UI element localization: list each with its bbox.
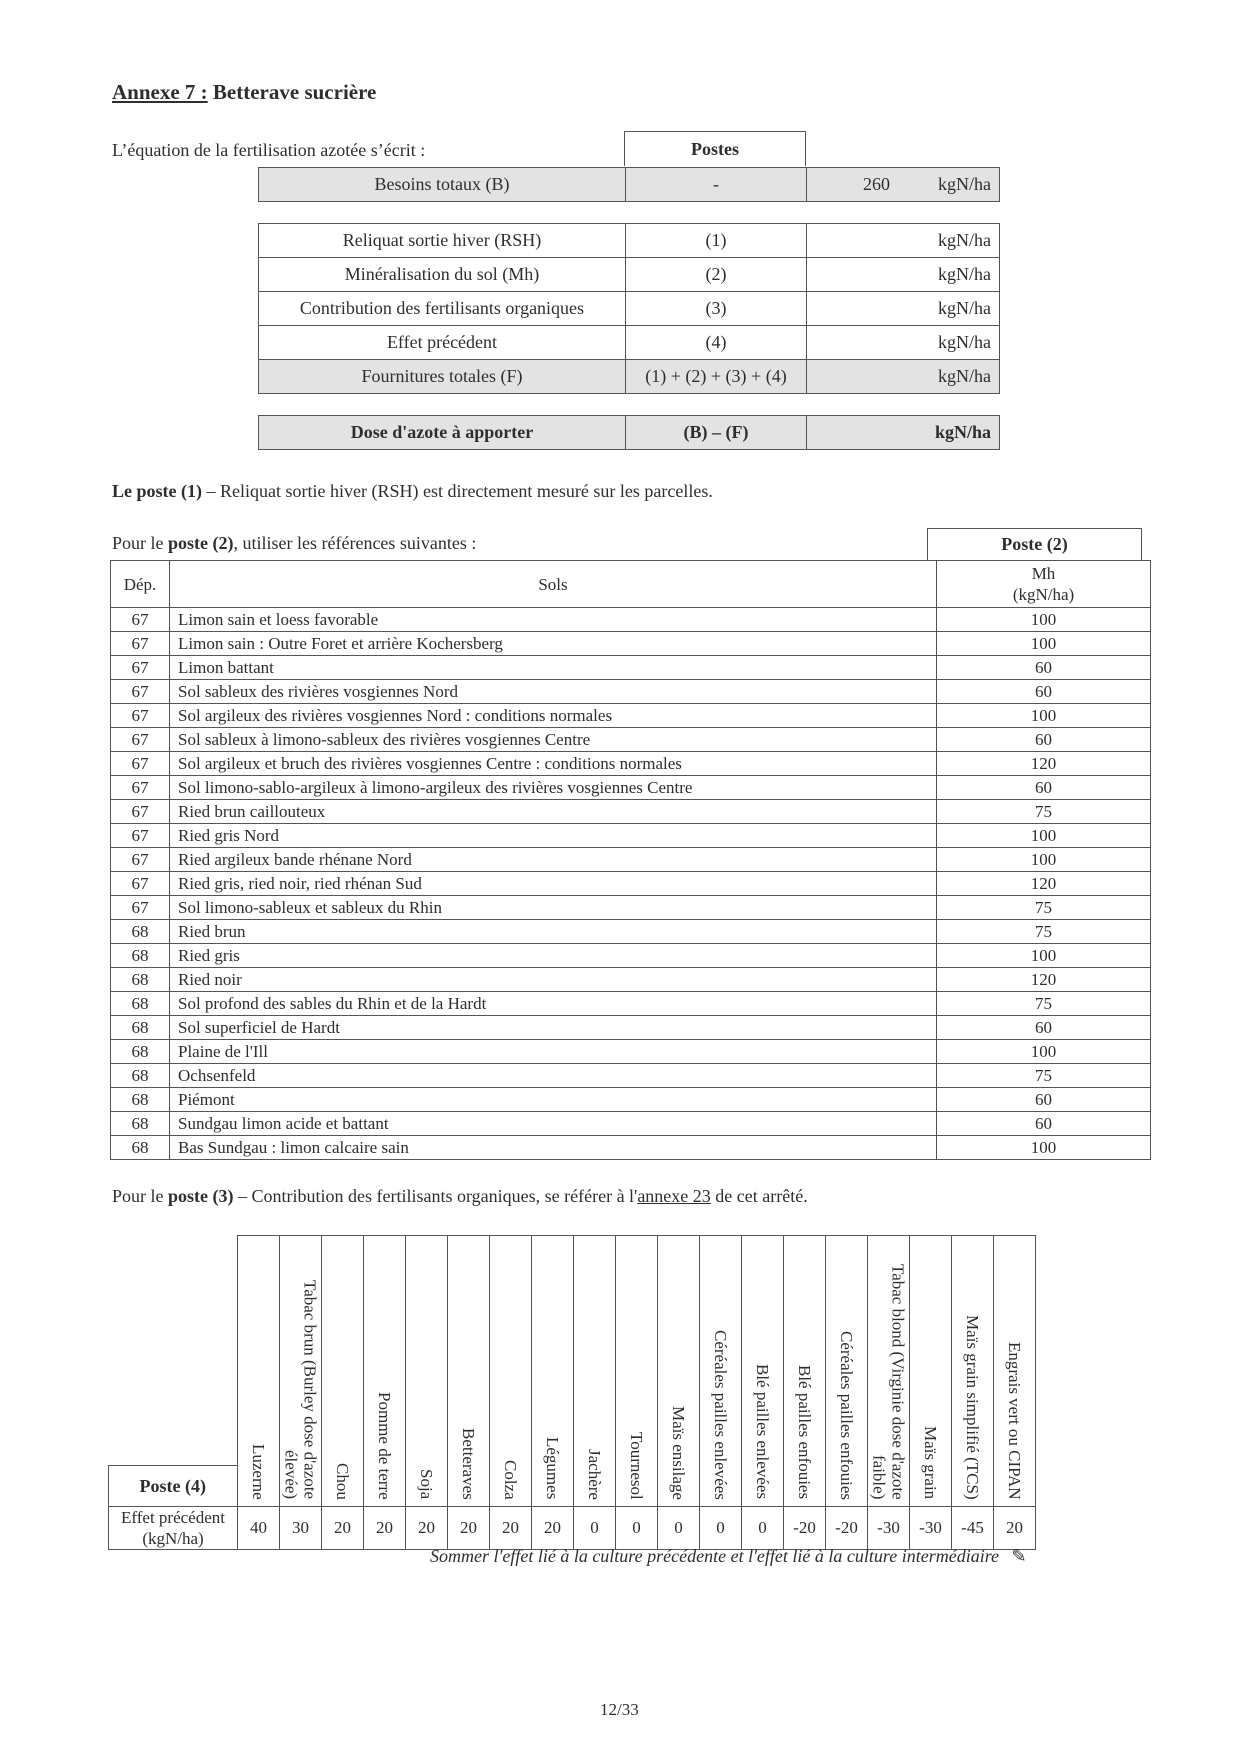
crop-value: 0 bbox=[700, 1506, 742, 1549]
crop-header bbox=[910, 1236, 952, 1507]
soil-mh: 100 bbox=[937, 848, 1151, 872]
fourniture-label: Reliquat sortie hiver (RSH) bbox=[259, 224, 626, 258]
soil-name: Sol profond des sables du Rhin et de la Hardt bbox=[170, 992, 937, 1016]
fournitures-total-unit: kgN/ha bbox=[938, 366, 991, 386]
crop-header bbox=[280, 1236, 322, 1507]
soil-row bbox=[111, 920, 1151, 944]
fournitures-total-row bbox=[259, 360, 1000, 394]
soil-dep: 67 bbox=[111, 800, 170, 824]
crop-value: 30 bbox=[280, 1506, 322, 1549]
soil-name: Sol sableux à limono-sableux des rivières vosgiennes Centre bbox=[170, 728, 937, 752]
soil-name: Ried noir bbox=[170, 968, 937, 992]
crop-name: Blé pailles enfouies bbox=[795, 1365, 814, 1500]
soil-name: Limon battant bbox=[170, 656, 937, 680]
footnote bbox=[430, 1546, 1027, 1567]
soil-row bbox=[111, 656, 1151, 680]
crop-value: -30 bbox=[910, 1506, 952, 1549]
soil-mh: 75 bbox=[937, 800, 1151, 824]
soil-row bbox=[111, 992, 1151, 1016]
effet-precedent-label: Effet précédent (kgN/ha) bbox=[109, 1506, 238, 1549]
crop-header bbox=[868, 1236, 910, 1507]
crop-header bbox=[742, 1236, 784, 1507]
soil-name: Bas Sundgau : limon calcaire sain bbox=[170, 1136, 937, 1160]
soil-dep: 68 bbox=[111, 1136, 170, 1160]
soils-poste-header-table bbox=[927, 528, 1142, 560]
soil-row bbox=[111, 632, 1151, 656]
fourniture-poste: (1) bbox=[626, 224, 807, 258]
soil-dep: 68 bbox=[111, 920, 170, 944]
soil-dep: 68 bbox=[111, 1112, 170, 1136]
crop-value: 0 bbox=[658, 1506, 700, 1549]
soil-mh: 100 bbox=[937, 704, 1151, 728]
besoins-poste: - bbox=[626, 168, 807, 202]
fourniture-unit: kgN/ha bbox=[938, 264, 991, 284]
page-number: 12/33 bbox=[600, 1700, 639, 1719]
soil-mh: 60 bbox=[937, 728, 1151, 752]
col-mh-header-line2: (kgN/ha) bbox=[1012, 585, 1075, 604]
soil-name: Sol sableux des rivières vosgiennes Nord bbox=[170, 680, 937, 704]
soil-dep: 67 bbox=[111, 824, 170, 848]
soil-name: Ried gris Nord bbox=[170, 824, 937, 848]
poste1-text bbox=[112, 481, 713, 502]
crop-header bbox=[700, 1236, 742, 1507]
crop-value: 0 bbox=[742, 1506, 784, 1549]
fourniture-row bbox=[259, 224, 1000, 258]
crop-header bbox=[574, 1236, 616, 1507]
crop-name: Maïs grain bbox=[921, 1426, 940, 1500]
soil-mh: 60 bbox=[937, 680, 1151, 704]
soil-mh: 60 bbox=[937, 776, 1151, 800]
soil-dep: 68 bbox=[111, 944, 170, 968]
poste3-mid: – Contribution des fertilisants organiques, se référer à l' bbox=[233, 1186, 638, 1206]
crop-name: Chou bbox=[333, 1462, 352, 1500]
crop-value: -30 bbox=[868, 1506, 910, 1549]
crop-value: -20 bbox=[784, 1506, 826, 1549]
soil-row bbox=[111, 728, 1151, 752]
crop-header bbox=[364, 1236, 406, 1507]
soil-dep: 68 bbox=[111, 968, 170, 992]
fourniture-poste: (4) bbox=[626, 326, 807, 360]
soil-name: Sol limono-sableux et sableux du Rhin bbox=[170, 896, 937, 920]
crop-name: Colza bbox=[501, 1459, 520, 1500]
soil-dep: 67 bbox=[111, 848, 170, 872]
soil-row bbox=[111, 1040, 1151, 1064]
soil-mh: 100 bbox=[937, 824, 1151, 848]
crop-header bbox=[322, 1236, 364, 1507]
crop-value: 20 bbox=[322, 1506, 364, 1549]
crop-name: Luzerne bbox=[249, 1443, 268, 1500]
equation-intro: L’équation de la fertilisation azotée s’écrit : bbox=[112, 140, 426, 160]
fourniture-label: Contribution des fertilisants organiques bbox=[259, 292, 626, 326]
soil-name: Sol argileux et bruch des rivières vosgiennes Centre : conditions normales bbox=[170, 752, 937, 776]
crop-name: Blé pailles enlevées bbox=[753, 1364, 772, 1500]
soil-mh: 60 bbox=[937, 1016, 1151, 1040]
fourniture-row bbox=[259, 326, 1000, 360]
soil-mh: 75 bbox=[937, 992, 1151, 1016]
crop-value: 20 bbox=[994, 1506, 1036, 1549]
soil-dep: 68 bbox=[111, 1088, 170, 1112]
poste4-header: Poste (4) bbox=[108, 1465, 238, 1506]
crop-name: Maïs grain simplifié (TCS) bbox=[963, 1314, 982, 1500]
besoins-unit: kgN/ha bbox=[938, 174, 991, 194]
crop-value: 20 bbox=[364, 1506, 406, 1549]
crop-value: 0 bbox=[574, 1506, 616, 1549]
soil-mh: 120 bbox=[937, 968, 1151, 992]
soil-mh: 100 bbox=[937, 632, 1151, 656]
dose-poste: (B) – (F) bbox=[626, 416, 807, 450]
col-sols-header: Sols bbox=[170, 561, 937, 608]
soil-dep: 68 bbox=[111, 1016, 170, 1040]
poste4-header-cell bbox=[109, 1236, 238, 1507]
soil-mh: 100 bbox=[937, 608, 1151, 632]
poste1-desc: – Reliquat sortie hiver (RSH) est directement mesuré sur les parcelles. bbox=[201, 481, 713, 501]
dose-unit: kgN/ha bbox=[934, 422, 991, 442]
soil-name: Ried brun bbox=[170, 920, 937, 944]
crop-name: Soja bbox=[417, 1469, 436, 1500]
soil-row bbox=[111, 704, 1151, 728]
soil-row bbox=[111, 800, 1151, 824]
postes-header-table bbox=[624, 131, 806, 166]
soil-name: Plaine de l'Ill bbox=[170, 1040, 937, 1064]
crop-value: -45 bbox=[952, 1506, 994, 1549]
soil-mh: 60 bbox=[937, 656, 1151, 680]
soil-row bbox=[111, 872, 1151, 896]
soil-row bbox=[111, 608, 1151, 632]
crop-header bbox=[952, 1236, 994, 1507]
poste3-text bbox=[112, 1186, 808, 1207]
soil-mh: 75 bbox=[937, 920, 1151, 944]
pencil-icon: ✎ bbox=[1011, 1546, 1027, 1566]
soil-dep: 67 bbox=[111, 656, 170, 680]
soil-mh: 120 bbox=[937, 752, 1151, 776]
soil-dep: 67 bbox=[111, 896, 170, 920]
annex-number: Annexe 7 : bbox=[112, 80, 208, 104]
besoins-row bbox=[259, 168, 1000, 202]
fourniture-poste: (3) bbox=[626, 292, 807, 326]
poste3-post: de cet arrêté. bbox=[710, 1186, 808, 1206]
crop-value: 0 bbox=[616, 1506, 658, 1549]
fourniture-unit: kgN/ha bbox=[938, 332, 991, 352]
soil-dep: 67 bbox=[111, 680, 170, 704]
soil-dep: 67 bbox=[111, 704, 170, 728]
fourniture-label: Effet précédent bbox=[259, 326, 626, 360]
poste3-pre: Pour le bbox=[112, 1186, 168, 1206]
soils-poste-header: Poste (2) bbox=[928, 529, 1142, 561]
soil-dep: 67 bbox=[111, 632, 170, 656]
soil-row bbox=[111, 944, 1151, 968]
soil-row bbox=[111, 1088, 1151, 1112]
crop-value: 20 bbox=[490, 1506, 532, 1549]
soil-mh: 100 bbox=[937, 1040, 1151, 1064]
soil-dep: 67 bbox=[111, 728, 170, 752]
soil-name: Ried brun caillouteux bbox=[170, 800, 937, 824]
soil-row bbox=[111, 848, 1151, 872]
crop-name: Maïs ensilage bbox=[669, 1405, 688, 1500]
besoins-label: Besoins totaux (B) bbox=[259, 168, 626, 202]
soil-dep: 67 bbox=[111, 872, 170, 896]
crop-name: Céréales pailles enlevées bbox=[711, 1329, 730, 1500]
annexe-23-link[interactable]: annexe 23 bbox=[637, 1186, 711, 1206]
poste2-intro-pre: Pour le bbox=[112, 533, 168, 553]
dose-table bbox=[258, 415, 1000, 450]
soil-row bbox=[111, 776, 1151, 800]
crop-name: Betteraves bbox=[459, 1427, 478, 1500]
soil-name: Sundgau limon acide et battant bbox=[170, 1112, 937, 1136]
soil-mh: 100 bbox=[937, 1136, 1151, 1160]
crops-values-row bbox=[109, 1506, 1036, 1549]
soil-dep: 67 bbox=[111, 776, 170, 800]
page-title bbox=[112, 80, 376, 105]
dose-row bbox=[259, 416, 1000, 450]
soil-dep: 67 bbox=[111, 752, 170, 776]
col-mh-header bbox=[937, 561, 1151, 608]
soils-table bbox=[110, 560, 1151, 1160]
soil-row bbox=[111, 1064, 1151, 1088]
poste2-label: poste (2) bbox=[168, 533, 234, 553]
fourniture-unit: kgN/ha bbox=[938, 298, 991, 318]
soils-header-row bbox=[111, 561, 1151, 608]
soil-row bbox=[111, 968, 1151, 992]
fourniture-row bbox=[259, 258, 1000, 292]
poste2-intro-post: , utiliser les références suivantes : bbox=[233, 533, 477, 553]
crop-name: Tabac blond (Virginie dose d'azote faible) bbox=[869, 1263, 908, 1500]
soil-mh: 120 bbox=[937, 872, 1151, 896]
crop-value: 20 bbox=[406, 1506, 448, 1549]
crop-name: Légumes bbox=[543, 1437, 562, 1500]
crop-value: 20 bbox=[532, 1506, 574, 1549]
crops-table bbox=[108, 1235, 1036, 1550]
soil-row bbox=[111, 896, 1151, 920]
annex-title: Betterave sucrière bbox=[212, 80, 377, 104]
fourniture-label: Minéralisation du sol (Mh) bbox=[259, 258, 626, 292]
crop-name: Pomme de terre bbox=[375, 1391, 394, 1500]
soil-row bbox=[111, 824, 1151, 848]
soil-dep: 68 bbox=[111, 992, 170, 1016]
soil-name: Limon sain et loess favorable bbox=[170, 608, 937, 632]
crop-header bbox=[826, 1236, 868, 1507]
crop-name: Tabac brun (Burley dose d'azote élevée) bbox=[281, 1280, 320, 1500]
soil-row bbox=[111, 1112, 1151, 1136]
crop-header bbox=[532, 1236, 574, 1507]
crop-value: 20 bbox=[448, 1506, 490, 1549]
soil-mh: 75 bbox=[937, 1064, 1151, 1088]
crop-header bbox=[658, 1236, 700, 1507]
crops-header-row bbox=[109, 1236, 1036, 1507]
soil-name: Sol argileux des rivières vosgiennes Nord : conditions normales bbox=[170, 704, 937, 728]
crop-header bbox=[448, 1236, 490, 1507]
col-dep-header: Dép. bbox=[111, 561, 170, 608]
crop-value: -20 bbox=[826, 1506, 868, 1549]
crop-value: 40 bbox=[238, 1506, 280, 1549]
fourniture-poste: (2) bbox=[626, 258, 807, 292]
besoins-table bbox=[258, 167, 1000, 202]
crop-header bbox=[406, 1236, 448, 1507]
crop-name: Engrais vert ou CIPAN bbox=[1005, 1341, 1024, 1500]
soil-dep: 67 bbox=[111, 608, 170, 632]
postes-header: Postes bbox=[625, 132, 806, 167]
soil-name: Ried gris bbox=[170, 944, 937, 968]
poste3-label: poste (3) bbox=[168, 1186, 234, 1206]
soil-name: Sol superficiel de Hardt bbox=[170, 1016, 937, 1040]
soil-name: Ried gris, ried noir, ried rhénan Sud bbox=[170, 872, 937, 896]
poste1-label: Le poste (1) bbox=[112, 481, 202, 501]
crop-header bbox=[994, 1236, 1036, 1507]
soil-name: Piémont bbox=[170, 1088, 937, 1112]
soil-name: Limon sain : Outre Foret et arrière Kochersberg bbox=[170, 632, 937, 656]
fourniture-unit: kgN/ha bbox=[938, 230, 991, 250]
col-mh-header-line1: Mh bbox=[1031, 564, 1056, 583]
fournitures-total-poste: (1) + (2) + (3) + (4) bbox=[626, 360, 807, 394]
besoins-value: 260 bbox=[863, 174, 890, 194]
dose-label: Dose d'azote à apporter bbox=[259, 416, 626, 450]
poste2-intro bbox=[112, 533, 476, 554]
fournitures-table bbox=[258, 223, 1000, 394]
soil-row bbox=[111, 1136, 1151, 1160]
soil-dep: 68 bbox=[111, 1064, 170, 1088]
footnote-text: Sommer l'effet lié à la culture précédente et l'effet lié à la culture intermédiaire bbox=[430, 1546, 1000, 1566]
crop-name: Tournesol bbox=[627, 1431, 646, 1500]
soil-dep: 68 bbox=[111, 1040, 170, 1064]
fourniture-row bbox=[259, 292, 1000, 326]
crop-header bbox=[490, 1236, 532, 1507]
soil-mh: 60 bbox=[937, 1088, 1151, 1112]
soil-mh: 100 bbox=[937, 944, 1151, 968]
crop-name: Céréales pailles enfouies bbox=[837, 1330, 856, 1500]
soil-row bbox=[111, 1016, 1151, 1040]
soil-name: Ochsenfeld bbox=[170, 1064, 937, 1088]
crop-header bbox=[616, 1236, 658, 1507]
soil-name: Sol limono-sablo-argileux à limono-argileux des rivières vosgiennes Centre bbox=[170, 776, 937, 800]
soil-row bbox=[111, 752, 1151, 776]
crop-name: Jachère bbox=[585, 1448, 604, 1500]
soil-name: Ried argileux bande rhénane Nord bbox=[170, 848, 937, 872]
crop-header bbox=[238, 1236, 280, 1507]
soil-row bbox=[111, 680, 1151, 704]
soil-mh: 60 bbox=[937, 1112, 1151, 1136]
soil-mh: 75 bbox=[937, 896, 1151, 920]
fournitures-total-label: Fournitures totales (F) bbox=[259, 360, 626, 394]
crop-header bbox=[784, 1236, 826, 1507]
